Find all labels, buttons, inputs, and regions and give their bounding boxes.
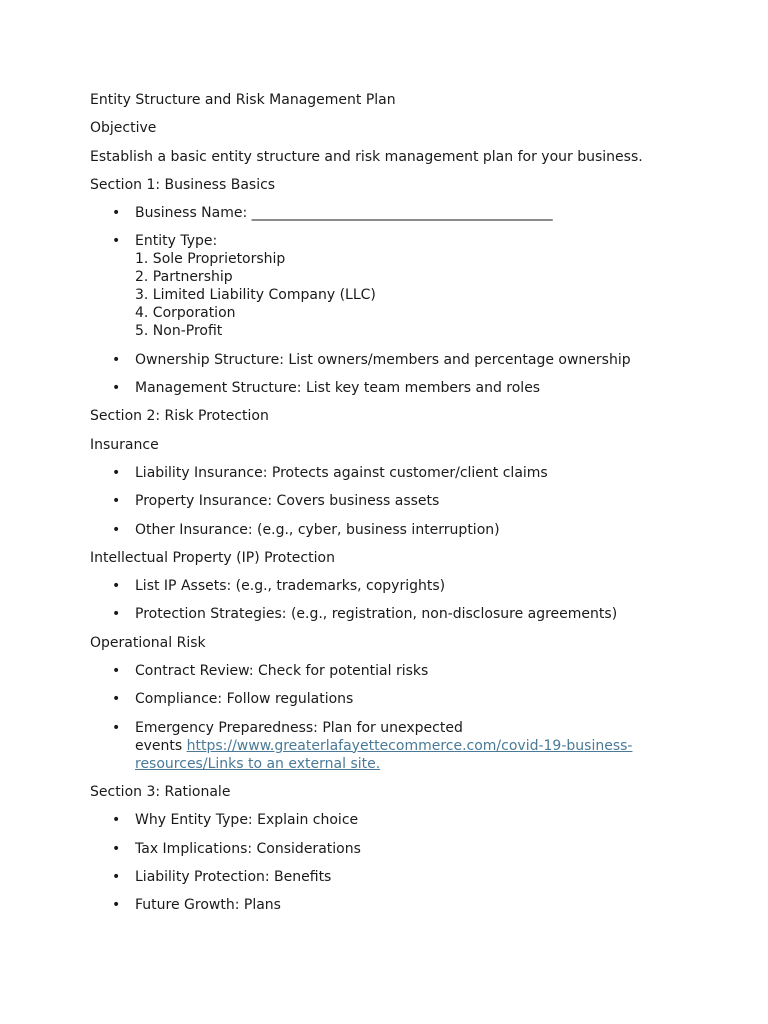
list-item [90, 811, 690, 829]
document-page [90, 91, 690, 924]
section3-heading: Section 3: Rationale [90, 783, 231, 800]
bullet: • [112, 606, 121, 623]
bullet: • [112, 840, 121, 857]
bullet: • [112, 380, 121, 397]
list-item [90, 577, 690, 595]
operational-heading: Operational Risk [90, 634, 206, 651]
ip-heading: Intellectual Property (IP) Protection [90, 549, 335, 566]
list-item-text: Contract Review: Check for potential risks [135, 663, 429, 680]
entity-type-option: 3. Limited Liability Company (LLC) [135, 287, 376, 304]
bullet: • [112, 578, 121, 595]
list-item-business-name [90, 204, 690, 222]
list-item [90, 840, 690, 858]
operational-list [90, 662, 690, 773]
bullet: • [112, 897, 121, 914]
list-item-text: Liability Protection: Benefits [135, 868, 332, 885]
external-link-continued[interactable]: resources/Links to an external site. [135, 755, 381, 772]
emergency-prefix: events [135, 737, 187, 754]
list-item-text: Compliance: Follow regulations [135, 691, 354, 708]
bullet: • [112, 812, 121, 829]
bullet: • [112, 868, 121, 885]
list-item-text: Protection Strategies: (e.g., registration, non-disclosure agreements) [135, 606, 618, 623]
ip-list [90, 577, 690, 623]
list-item-text: Other Insurance: (e.g., cyber, business interruption) [135, 521, 500, 538]
bullet: • [112, 205, 121, 222]
insurance-heading: Insurance [90, 436, 159, 453]
objective-text: Establish a basic entity structure and risk management plan for your business. [90, 148, 643, 165]
document-title: Entity Structure and Risk Management Plan [90, 92, 396, 108]
insurance-list [90, 464, 690, 539]
list-item-text: Tax Implications: Considerations [135, 840, 361, 857]
bullet: • [112, 351, 121, 368]
bullet: • [112, 719, 121, 736]
bullet: • [112, 493, 121, 510]
list-item [90, 868, 690, 886]
list-item-text: Liability Insurance: Protects against customer/client claims [135, 464, 548, 481]
list-item-management [90, 379, 690, 397]
management-text: Management Structure: List key team members and roles [135, 380, 541, 397]
list-item-ownership [90, 351, 690, 369]
list-item [90, 896, 690, 914]
ownership-text: Ownership Structure: List owners/members and percentage ownership [135, 351, 631, 368]
entity-type-option: 2. Partnership [135, 269, 233, 286]
section1-list [90, 204, 690, 397]
list-item [90, 492, 690, 510]
objective-heading: Objective [90, 120, 157, 137]
section2-heading: Section 2: Risk Protection [90, 408, 269, 425]
bullet: • [112, 464, 121, 481]
bullet: • [112, 663, 121, 680]
rationale-list [90, 811, 690, 914]
emergency-link-line [135, 737, 690, 755]
entity-type-label: Entity Type: [135, 233, 218, 250]
list-item-text: Why Entity Type: Explain choice [135, 812, 359, 829]
list-item-entity-type [90, 232, 690, 340]
list-item-text: Future Growth: Plans [135, 897, 281, 914]
list-item [90, 521, 690, 539]
list-item [90, 690, 690, 708]
list-item [90, 464, 690, 482]
emergency-text: Emergency Preparedness: Plan for unexpected [135, 719, 463, 736]
bullet: • [112, 691, 121, 708]
list-item [90, 605, 690, 623]
business-name-text: Business Name: ___________________________________________ [135, 205, 553, 222]
bullet: • [112, 521, 121, 538]
bullet: • [112, 233, 121, 250]
external-link[interactable]: https://www.greaterlafayettecommerce.com/covid-19-business- [186, 737, 633, 754]
entity-type-option: 5. Non-Profit [135, 323, 223, 340]
list-item-text: List IP Assets: (e.g., trademarks, copyrights) [135, 578, 446, 595]
list-item [90, 662, 690, 680]
list-item-emergency [90, 719, 690, 773]
list-item-text: Property Insurance: Covers business assets [135, 493, 440, 510]
entity-type-option: 1. Sole Proprietorship [135, 251, 286, 268]
entity-type-option: 4. Corporation [135, 305, 236, 322]
section1-heading: Section 1: Business Basics [90, 176, 276, 193]
